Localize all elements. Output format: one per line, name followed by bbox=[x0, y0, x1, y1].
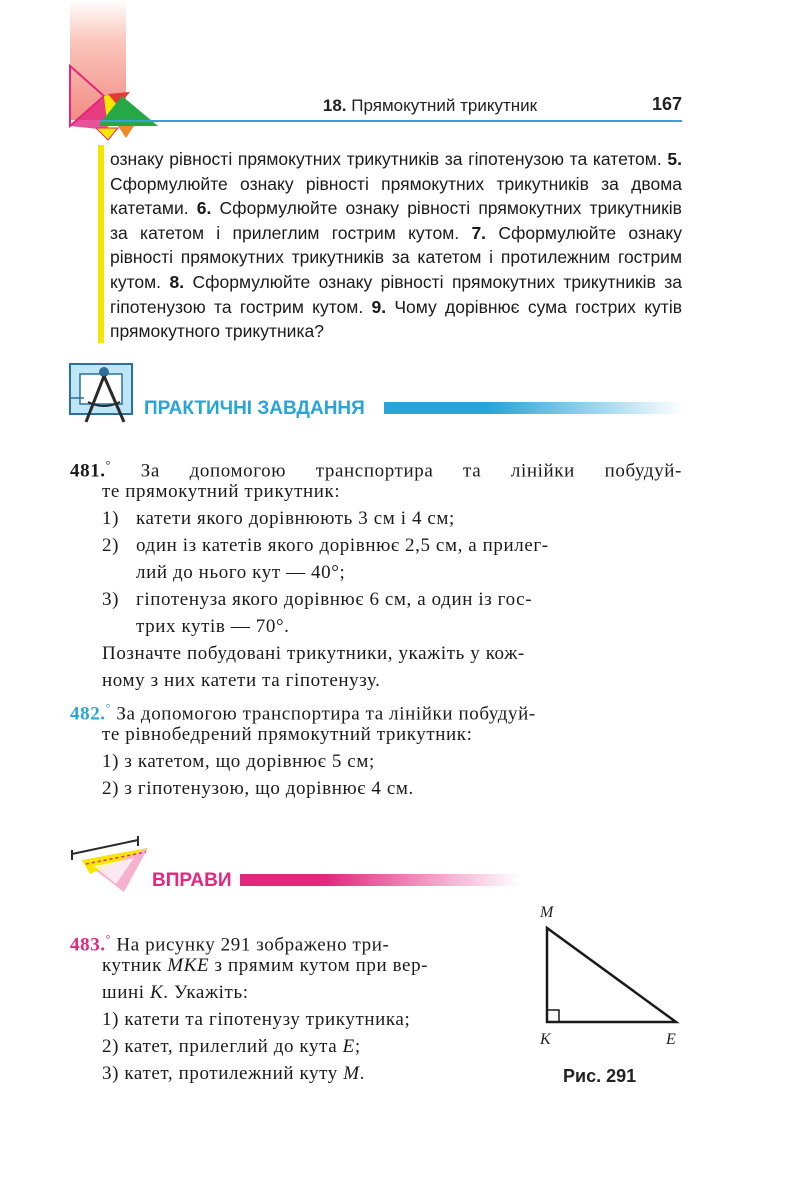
exercise-text: На рисунку 291 зображено три- bbox=[116, 934, 390, 956]
exercise-text: те прямокутний трикутник: bbox=[102, 481, 341, 502]
item-text: 2) катет, прилеглий до кута bbox=[102, 1036, 343, 1057]
list-item bbox=[102, 533, 682, 560]
question-text: Сформулюйте ознаку рівності прямокутних трикутників за гіпотенузою та гострим кутом. bbox=[110, 271, 682, 317]
exercises-title: ВПРАВИ bbox=[152, 870, 232, 891]
item-text: . bbox=[359, 1063, 366, 1084]
exercise-text: кутник bbox=[102, 955, 168, 976]
item-text: катети якого дорівнюють 3 см і 4 см; bbox=[136, 508, 455, 529]
question-num: 9. bbox=[371, 296, 387, 317]
triangle-name: MKE bbox=[167, 955, 210, 976]
exercise-line bbox=[102, 980, 249, 1007]
list-item bbox=[102, 587, 532, 614]
item-marker: 1) bbox=[102, 508, 120, 529]
question-num: 7. bbox=[471, 222, 487, 243]
running-head bbox=[240, 96, 620, 116]
exercise-text: з прямим кутом при вер- bbox=[209, 955, 429, 976]
degree-mark: ° bbox=[105, 458, 112, 472]
exercise-number: 483. bbox=[70, 934, 106, 956]
header-rule bbox=[100, 120, 682, 122]
item-continuation: трих кутів — 70°. bbox=[136, 616, 290, 637]
list-item bbox=[102, 506, 455, 533]
exercise-text: За допомогою транспортира та лінійки побудуй- bbox=[140, 460, 682, 482]
page-number: 167 bbox=[651, 94, 682, 114]
exercise-note: Позначте побудовані трикутники, укажіть у кож- bbox=[102, 643, 525, 664]
item-text: гіпотенуза якого дорівнює 6 см, а один із гос- bbox=[136, 589, 533, 610]
questions-side-bar bbox=[98, 145, 104, 343]
list-item: 1) катети та гіпотенузу трикутника; bbox=[102, 1009, 411, 1030]
question-text: Сформулюйте ознаку рівності прямокутних трикутників за катетом і прилеглим гострим кутом. bbox=[110, 198, 682, 243]
question-num: 5. bbox=[667, 149, 682, 169]
question-num: 6. bbox=[196, 198, 212, 219]
item-text: 3) катет, протилежний куту bbox=[102, 1063, 344, 1084]
item-text: ; bbox=[354, 1036, 361, 1057]
exercise-text: . Укажіть: bbox=[163, 982, 249, 1003]
question-intro: ознаку рівності прямокутних трикутників за гіпотенузою та катетом. bbox=[110, 149, 662, 169]
vertex-name: E bbox=[342, 1036, 355, 1057]
vertex-label-e: E bbox=[666, 1031, 676, 1048]
vertex-label-k: K bbox=[540, 1031, 551, 1048]
compass-ruler-icon bbox=[64, 358, 140, 430]
tangram-logo-icon bbox=[62, 60, 162, 142]
practical-tasks-title: ПРАКТИЧНІ ЗАВДАННЯ bbox=[144, 398, 365, 419]
exercise-text: те рівнобедрений прямокутний трикутник: bbox=[102, 724, 473, 745]
exercise-note: ному з них катети та гіпотенузу. bbox=[102, 670, 381, 691]
list-item: 2) з гіпотенузою, що дорівнює 4 см. bbox=[102, 778, 414, 799]
question-text: Сформулюйте ознаку рівності прямокутних трикутників за двома катетами. bbox=[110, 173, 682, 219]
section-title: Прямокутний трикутник bbox=[351, 96, 538, 115]
question-text: Чому дорівнює сума гострих кутів прямокутного трикутника? bbox=[110, 296, 683, 342]
item-text: один із катетів якого дорівнює 2,5 см, а прилег- bbox=[136, 535, 549, 556]
exercise-text: За допомогою транспортира та лінійки побудуй- bbox=[116, 703, 536, 725]
exercise-number: 481. bbox=[70, 460, 106, 482]
item-marker: 2) bbox=[102, 535, 120, 556]
question-num: 8. bbox=[169, 271, 185, 292]
list-item bbox=[102, 1061, 365, 1088]
practical-tasks-bar bbox=[384, 402, 684, 414]
degree-mark: ° bbox=[105, 932, 112, 946]
vertex-name: M bbox=[343, 1063, 360, 1084]
vertex-name: K bbox=[150, 982, 164, 1003]
exercise-number: 482. bbox=[70, 703, 106, 725]
exercise-line bbox=[102, 953, 428, 980]
set-square-icon bbox=[64, 830, 156, 902]
item-marker: 3) bbox=[102, 589, 120, 610]
vertex-label-m: M bbox=[540, 904, 554, 921]
figure-caption: Рис. 291 bbox=[563, 1066, 637, 1086]
question-text: Сформулюйте ознаку рівності прямокутних трикутників за катетом і протилежним гострим кутом. bbox=[110, 222, 682, 292]
list-item bbox=[102, 1034, 361, 1061]
exercises-bar bbox=[240, 874, 520, 886]
degree-mark: ° bbox=[105, 701, 112, 715]
item-continuation: лий до нього кут — 40°; bbox=[136, 562, 346, 583]
exercise-text: шині bbox=[102, 982, 150, 1003]
review-questions bbox=[110, 147, 682, 344]
list-item: 1) з катетом, що дорівнює 5 см; bbox=[102, 751, 375, 772]
section-number: 18. bbox=[322, 96, 347, 115]
figure-291-triangle bbox=[530, 900, 690, 1030]
